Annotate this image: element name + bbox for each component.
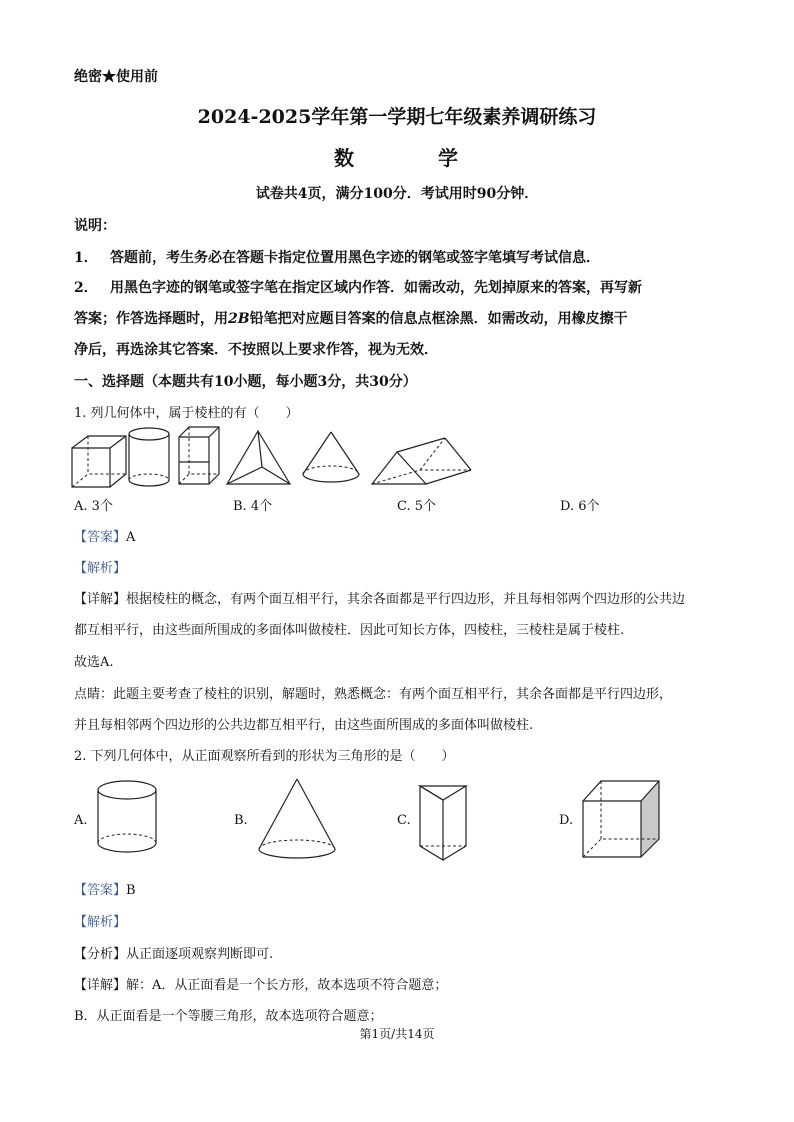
question-1-comment-line-2: 并且每相邻两个四边形的公共边都互相平行，由这些面所围成的多面体叫做棱柱. — [74, 718, 534, 733]
section-1-heading: 一、选择题（本题共有10小题，每小题3分，共30分） — [74, 374, 417, 390]
option-a-cylinder-figure — [98, 781, 156, 852]
instructions-heading: 说明： — [74, 218, 116, 234]
option-d-cube-figure — [583, 781, 659, 857]
question-2-label-c: C. — [397, 813, 411, 828]
question-1-analysis-tag: 【解析】 — [74, 561, 127, 576]
question-2-analysis-tag: 【解析】 — [74, 915, 127, 930]
subject-right: 学 — [438, 146, 458, 170]
instruction-2-number: 2． — [74, 280, 98, 296]
question-2-stem: 2. 下列几何体中，从正面观察所看到的形状为三角形的是（ ） — [74, 749, 455, 764]
detail-text: 解：A．从正面看是一个长方形，故本选项不符合题意； — [126, 978, 448, 993]
question-2-detail-line-2: B．从正面看是一个等腰三角形，故本选项符合题意； — [74, 1009, 383, 1024]
detail-tag: 【详解】 — [74, 592, 127, 607]
analysis-text: 从正面逐项观察判断即可. — [126, 947, 274, 962]
option-c-prism-figure — [420, 786, 466, 860]
answer-tag: 【答案】 — [74, 530, 127, 545]
answer-tag: 【答案】 — [74, 883, 127, 898]
pencil-grade: 2B — [228, 311, 250, 327]
question-1-conclusion: 故选A. — [74, 655, 114, 670]
question-1-option-c: C. 5个 — [397, 499, 437, 514]
question-1-comment-line-1: 点睛：此题主要考查了棱柱的识别，解题时，熟悉概念：有两个面互相平行，其余各面都是平行四边形， — [74, 687, 673, 702]
instruction-1-number: 1． — [74, 250, 98, 266]
instruction-2-line-1: 用黑色字迹的钢笔或签字笔在指定区域内作答．如需改动，先划掉原来的答案，再写新 — [110, 280, 642, 296]
detail-text: 根据棱柱的概念，有两个面互相平行，其余各面都是平行四边形，并且每相邻两个四边形的公共边 — [126, 592, 686, 607]
instruction-1-text: 答题前，考生务必在答题卡指定位置用黑色字迹的钢笔或签字笔填写考试信息． — [110, 250, 600, 266]
question-2-label-a: A. — [74, 813, 88, 828]
exam-title: 2024-2025学年第一学期七年级素养调研练习 — [197, 106, 597, 128]
detail-tag: 【详解】 — [74, 978, 127, 993]
question-1-option-a: A. 3个 — [74, 499, 113, 514]
question-1-option-b: B. 4个 — [233, 499, 273, 514]
instruction-2-line-2-pre: 答案；作答选择题时，用 — [74, 311, 228, 327]
question-2-detail-line-1 — [74, 974, 447, 993]
question-1-detail-line-2: 都互相平行，由这些面所围成的多面体叫做棱柱．因此可知长方体，四棱柱，三棱柱是属于棱柱. — [74, 623, 625, 638]
answer-value: A — [126, 530, 136, 545]
question-2-label-d: D. — [559, 813, 574, 828]
answer-value: B — [126, 883, 136, 898]
analysis-sub-tag: 【分析】 — [74, 947, 127, 962]
secret-label: 绝密★使用前 — [74, 69, 158, 85]
instruction-2-line-2-post: 铅笔把对应题目答案的信息点框涂黑．如需改动，用橡皮擦干 — [249, 311, 628, 327]
subject-left: 数 — [334, 146, 354, 170]
question-2-label-b: B. — [234, 813, 248, 828]
exam-subtitle: 试卷共4页，满分100分．考试用时90分钟． — [255, 186, 539, 202]
option-b-cone-figure — [259, 779, 335, 858]
question-1-option-d: D. 6个 — [560, 499, 600, 514]
question-1-stem: 1. 列几何体中，属于棱柱的有（ ） — [74, 406, 299, 421]
instruction-2-line-3: 净后，再选涂其它答案．不按照以上要求作答，视为无效． — [74, 342, 438, 358]
question-2-analysis — [74, 943, 273, 962]
page-number: 第1页/共14页 — [359, 1027, 435, 1041]
question-2-answer — [74, 879, 136, 898]
